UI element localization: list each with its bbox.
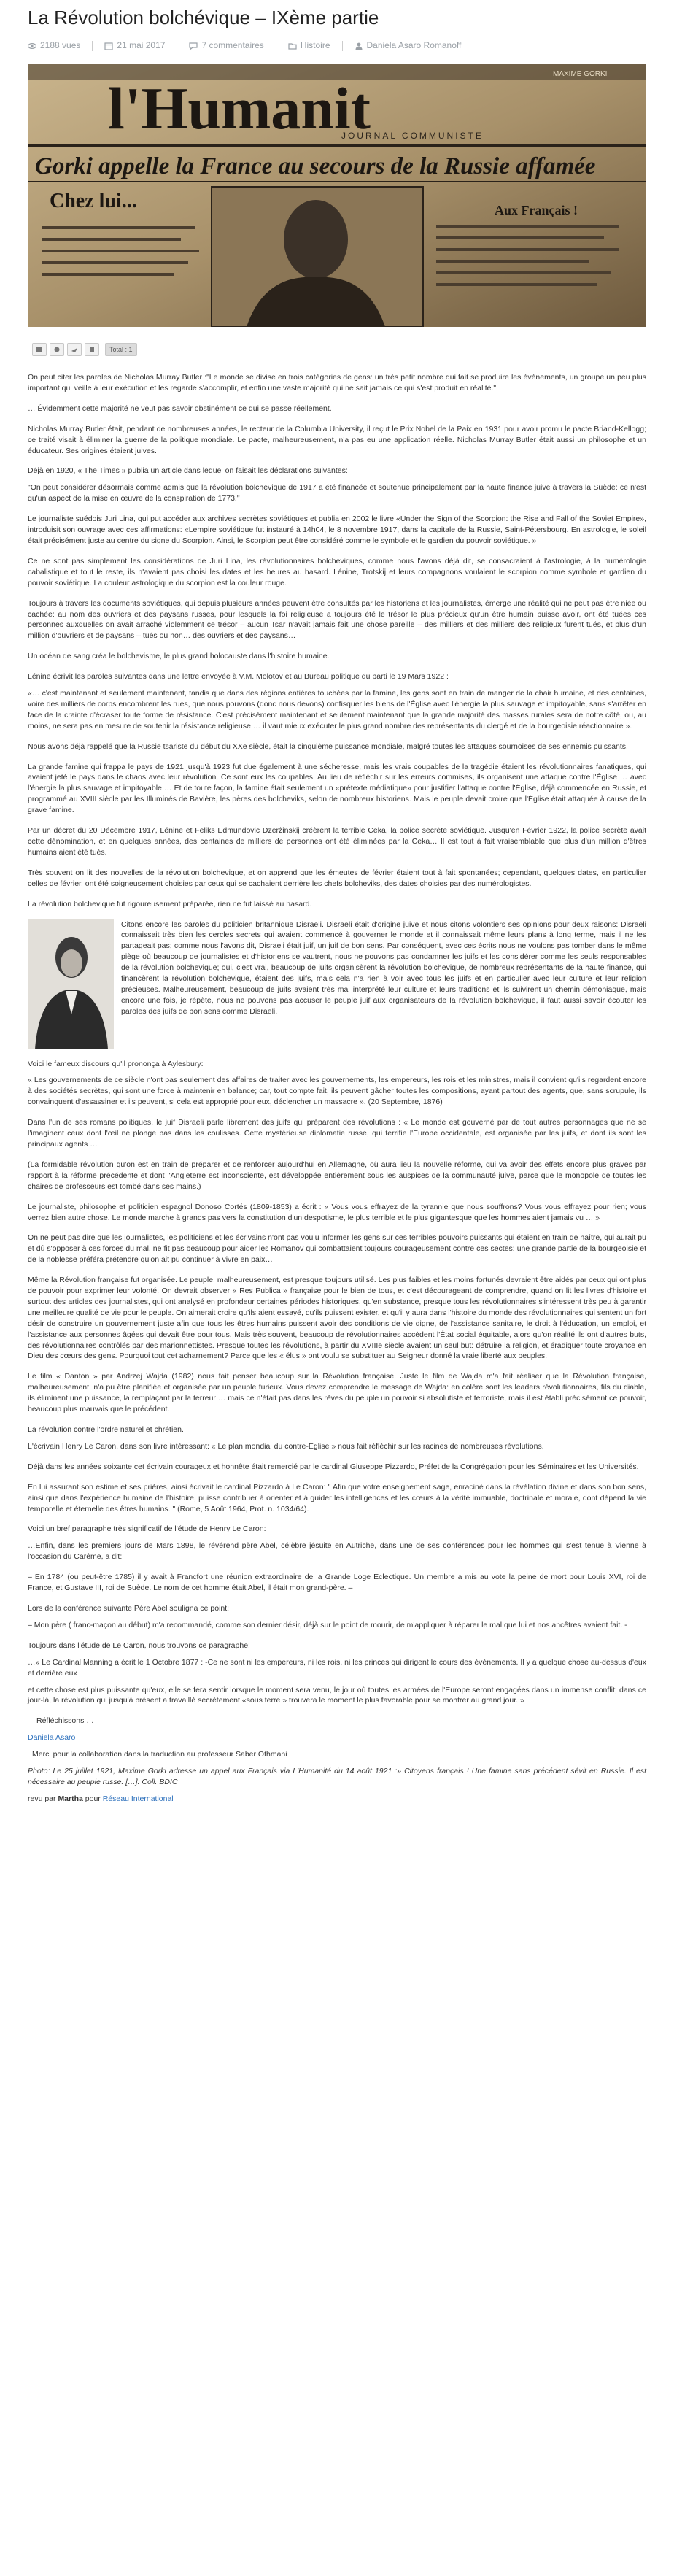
review-prefix: revu par [28, 1794, 58, 1803]
facebook-icon [36, 347, 42, 352]
article-paragraph: La révolution bolchevique fut rigoureusement préparée, rien ne fut laissé au hasard. [28, 899, 312, 909]
reviewer-name: Martha [58, 1794, 83, 1803]
article-paragraph: Le journaliste suédois Juri Lina, qui put accéder aux archives secrètes soviétiques et publia en 2002 le livre «Under the Sign of the Scorpion: the Rise and Fall of the Soviet Empire», introduisit son ouvrage avec ces affirmations: «Lempire soviétique fut instauré à 14h04, le 8 novembre 1917, dans la capitale de la Russie, Saint-Pétersbourg. En astrologie, le soleil était précisément juste au centre du signe du Scorpion. Ainsi, le Scorpion peut être considéré comme le symbole et le gardien du pouvoir soviétique. » [28, 514, 646, 545]
linkedin-share-button[interactable] [85, 343, 99, 356]
subhead-text: Chez lui... [50, 190, 137, 212]
article-paragraph: Toujours dans l'étude de Le Caron, nous trouvons ce paragraphe: [28, 1640, 250, 1650]
article-paragraph: Le journaliste, philosophe et politicien espagnol Donoso Cortés (1809-1853) a écrit : « Vous vous effrayez de la tyrannie que nous souffrons? Vous vous effrayez pour rien; vous verrez bien autre chose. Le monde marche à grands pas vers la constitution d'un despotisme, le plus terrible et le plus gigantesque que les hommes aient jamais vu … » [28, 1202, 646, 1222]
google-share-button[interactable] [50, 343, 64, 356]
article-paragraph: Dans l'un de ses romans politiques, le juif Disraeli parle librement des juifs qui préparent des révolutions : « Le monde est gouverné par de tout autres personnages que ne se l'imaginent ceux dont l'œil ne plonge pas dans les coulisses. Cette mystérieuse diplomatie russe, qui terrifie l'Europe occidentale, est organisée par les juifs, et dont ils sont les principaux agents … [28, 1118, 646, 1149]
article-paragraph: Voici le fameux discours qu'il prononça à Aylesbury: [28, 1059, 204, 1068]
disraeli-text: Citons encore les paroles du politicien britannique Disraeli. Disraeli était d'origine juive et nous citons volontiers ses opinions pour deux raisons: Disraeli connaissait très bien les cercles secrets qui avaient commencé à gouverner le monde et il connaissait même leurs plans à long terme, mais il ne les partageait pas; comme nous l'avons dit, Disraeli était juif, un juif de bon sens. Par conséquent, avec ces écrits nous ne voulons pas tomber dans le même piège où beaucoup de journalistes et d'historiens se vautrent, nous ne pouvons pas condamner les juifs et les considérer comme les seuls responsables de la révolution bolchevique; oui, c'est vrai, beaucoup de juifs organisèrent la révolution bolchevique, de nombreux représentants de la haute finance, qui financèrent la révolution bolchevique, étaient des juifs, mais cela n'a rien à voir avec tous les juifs et en particulier avec leur culture et leur religion précieuses. Malheureusement, beaucoup de juifs avaient très mal interprété leur culture et leurs traditions et ils suivirent un chemin démoniaque, mais encore une fois, je répète, nous ne pouvons pas accuser le peuple juif aux organisateurs de la révolution bolchevique, il faut aussi savoir écouter les paroles des juifs de bon sens comme Disraeli. [121, 919, 646, 1016]
article-paragraph: En lui assurant son estime et ses prières, ainsi écrivait le cardinal Pizzardo à Le Caron: " Afin que votre enseignement sage, enraciné dans la révélation divine et dans son bon sens, ainsi que dans l'expérience humaine de l'histoire, puisse contribuer à orienter et à guider les intelligences et les cœurs à la vérité immuable, doctrinale et morale, dont dépend la vie temporelle et éternelle des êtres humains. " (Rome, 5 Août 1964, Prot. n. 1034/64). [28, 1482, 646, 1513]
share-total: Total : 1 [105, 343, 137, 356]
article-paragraph: On peut citer les paroles de Nicholas Murray Butler :"Le monde se divise en trois catégories de gens: un très petit nombre qui fait se produire les événements, un groupe un peu plus important qui veille à leur exécution et les regarde s'accomplir, et enfin une vaste majorité qui ne sait jamais ce qui s'est produit en réalité." [28, 373, 646, 393]
article-paragraph: – En 1784 (ou peut-être 1785) il y avait à Francfort une réunion extraordinaire de la Grande Loge Eclectique. Un membre a mis au vote la peine de mort pour Louis XVI, roi de France, et Gustave III, roi de Suède. Le nom de cet homme était Abel, il était mon grand-père. – [28, 1573, 646, 1593]
category-meta[interactable] [288, 39, 330, 52]
category-link[interactable]: Histoire [300, 40, 330, 51]
article-paragraph: Très souvent on lit des nouvelles de la révolution bolchevique, et on apprend que les émeutes de février étaient tout à fait spontanées; cependant, quelques dates, en particulier celles de février, ont été soigneusement choisies par ceux qui se cachaient derrière les chefs bolcheviks, des dates choisies par des numérologistes. [28, 868, 646, 888]
article-body [28, 372, 646, 1805]
article-paragraph: Ce ne sont pas simplement les considérations de Juri Lina, les révolutionnaires bolcheviques, comme nous l'avons déjà dit, se consacraient à l'astrologie, à la numérologie cabalistique et tout le reste, ils n'avaient pas choisi les dates et les heures au hasard. Lénine, Trotskij et leurs compagnons voulaient le scorpion comme symbole et gardien du pouvoir soviétique. La couleur astrologique du scorpion est la couleur rouge. [28, 556, 646, 587]
article-meta [28, 34, 646, 58]
newspaper-photo [28, 64, 646, 327]
journal-label: JOURNAL COMMUNISTE [341, 131, 484, 141]
comments-meta[interactable] [189, 39, 263, 52]
google-plus-icon [54, 347, 60, 352]
article-paragraph: Réfléchissons … [36, 1716, 94, 1726]
side-label: Aux Français ! [495, 203, 578, 217]
article-paragraph: «… c'est maintenant et seulement maintenant, tandis que dans des régions entières touchées par la famine, les gens sont en train de manger de la chair humaine, et des centaines, voire des milliers de corps encombrent les rues, que nous pouvons (donc nous devons) confisquer les biens de l'Église avec l'énergie la plus sauvage et impitoyable, sans s'arrêter en face de la crainte d'écraser toute forme de résistance. C'est précisément maintenant et seulement maintenant que la grande majorité des masses rurales sera de notre côté, ou, au moins, ne sera pas en mesure de soutenir la résistance religieuse … il vaut mieux exécuter le plus grand nombre des représentants du clergé et de la bourgeoisie réactionnaire ». [28, 689, 646, 730]
facebook-share-button[interactable] [32, 343, 47, 356]
photo-caption: Photo: Le 25 juillet 1921, Maxime Gorki adresse un appel aux Français via L'Humanité du 14 août 1921 :» Citoyens français ! Une famine sans précédent sévit en Russie. Il est nécessaire au peuple russe. […]. Coll. BDIC [28, 1767, 646, 1786]
twitter-share-button[interactable] [67, 343, 82, 356]
article-paragraph: « Les gouvernements de ce siècle n'ont pas seulement des affaires de traiter avec les gouvernements, les empereurs, les rois et les ministres, mais il convient qu'ils regardent encore à des sociétés secrètes, qui sont une force à maintenir en balance; car, tout compte fait, ils peuvent gâcher toutes les compositions, ayant partout des agents, que, sans scrupule, ils convainquent d'assassiner et ils peuvent, si cela est approprié pour eux, déclencher un massacre ». (20 Septembre, 1876) [28, 1076, 646, 1107]
author-link[interactable]: Daniela Asaro Romanoff [366, 40, 462, 51]
translation-thanks: Merci pour la collaboration dans la traduction au professeur Saber Othmani [32, 1750, 287, 1759]
masthead-text: l'Humanit [108, 75, 371, 142]
comment-icon [189, 42, 198, 50]
article-paragraph: – Mon père ( franc-maçon au début) m'a recommandé, comme son dernier désir, déjà sur le point de mourir, de m'appliquer à réparer le mal que lui et nos ancêtres avaient fait. - [28, 1620, 627, 1630]
headline-text: Gorki appelle la France au secours de la Russie affamée [35, 153, 596, 180]
article-paragraph: L'écrivain Henry Le Caron, dans son livre intéressant: « Le plan mondial du contre-Eglise » nous fait réfléchir sur les racines de nombreuses révolutions. [28, 1441, 544, 1451]
article-paragraph: Par un décret du 20 Décembre 1917, Lénine et Feliks Edmundovic Dzerżinskij créèrent la terrible Ceka, la police secrète soviétique. Jusqu'en Février 1922, la police secrète avait cette dénomination, et en quelques années, des centaines de milliers de personnes ont été éliminées par la Ceka… Il est tout à fait vraisemblable que plus d'un million d'êtres humains aient été tués. [28, 826, 646, 857]
review-mid: pour [82, 1794, 103, 1803]
disraeli-section [28, 919, 646, 1049]
eye-icon [28, 42, 36, 50]
article-paragraph: "On peut considérer désormais comme admis que la révolution bolchevique de 1917 a été financée et soutenue principalement par la haute finance juive à travers la Suède: ce n'est qu'un aspect de la mise en œuvre de la conspiration de 1773." [28, 483, 646, 504]
views-meta [28, 39, 80, 52]
article-paragraph: (La formidable révolution qu'on est en train de préparer et de renforcer aujourd'hui en Allemagne, où aura lieu la nouvelle réforme, qui va avoir des effets encore plus graves par rapport à la réforme précédente et dont l'Angleterre est inconsciente, est développée entièrement sous les auspices de la communauté juive, parce que le monopole de toutes les chaires de professeurs est tombé dans ses mains.) [28, 1160, 646, 1191]
article-paragraph: On ne peut pas dire que les journalistes, les politiciens et les écrivains n'ont pas voulu informer les gens sur ces terribles pouvoirs puissants qui étaient en train de naître, qui aurait pu et dû s'opposer à ces forces du mal, ne fit pas beaucoup pour aider les Romanov qui combattaient toujours courageusement contre ces sectes: une grande partie de la bourgeoisie et de la noblesse préféra prétendre qu'on ait pu continuer à vivre en paix… [28, 1233, 646, 1265]
article-paragraph: Déjà dans les années soixante cet écrivain courageux et honnête était remercié par le cardinal Giuseppe Pizzardo, Préfet de la Congrégation pour les Séminaires et les Universités. [28, 1462, 639, 1471]
disraeli-portrait [28, 919, 114, 1049]
date-meta [104, 39, 165, 52]
article-paragraph: …» Le Cardinal Manning a écrit le 1 Octobre 1877 : -Ce ne sont ni les empereurs, ni les rois, ni les princes qui dirigent le cours des événements. Il y a quelque chose au-dessus d'eux et derrière eux [28, 1657, 646, 1678]
author-meta[interactable] [355, 39, 462, 52]
share-bar [28, 327, 646, 372]
article-paragraph: Lors de la conférence suivante Père Abel souligna ce point: [28, 1603, 230, 1613]
views-count: 2188 vues [40, 40, 81, 51]
article-paragraph: Nous avons déjà rappelé que la Russie tsariste du début du XXe siècle, était la cinquième puissance mondiale, malgré toutes les attaques sournoises de ses ennemis puissants. [28, 741, 628, 751]
user-icon [355, 42, 363, 50]
article-paragraph: …Enfin, dans les premiers jours de Mars 1898, le révérend père Abel, célèbre jésuite en Autriche, dans une de ses conférences pour les hommes qui s'est tenue à Vienne à l'occasion du Carême, a dit: [28, 1541, 646, 1562]
folder-icon [288, 42, 297, 50]
source-site-link[interactable]: Réseau International [102, 1794, 174, 1803]
author-signature-link[interactable]: Daniela Asaro [28, 1733, 76, 1743]
article-paragraph: Déjà en 1920, « The Times » publia un article dans lequel on faisait les déclarations suivantes: [28, 466, 348, 476]
page-title: La Révolution bolchévique – IXème partie [28, 7, 379, 28]
hero-image [28, 64, 646, 327]
twitter-icon [71, 347, 77, 352]
corner-caption: MAXIME GORKI [553, 70, 608, 78]
article-paragraph: Lénine écrivit les paroles suivantes dans une lettre envoyée à V.M. Molotov et au Bureau politique du parti le 19 Mars 1922 : [28, 672, 449, 682]
article-paragraph: et cette chose est plus puissante qu'eux, elle se fera sentir lorsque le moment sera venu, le jour où toutes les armées de l'Europe seront engagées dans un immense conflit; dans ce jour-là, la révolution qui jusqu'à présent a travaillé secrètement «sous terre » trouvera le moment le plus favorable pour se montrer au grand jour. » [28, 1685, 646, 1705]
article-paragraph: … Évidemment cette majorité ne veut pas savoir obstinément ce qui se passe réellement. [28, 404, 332, 413]
post-date: 21 mai 2017 [117, 40, 166, 51]
linkedin-icon [89, 347, 95, 352]
article-paragraph: Toujours à travers les documents soviétiques, qui depuis plusieurs années peuvent être consultés par les historiens et les journalistes, émerge une réalité qui ne peut pas être niée ou cachée: au nom des ouvriers et des paysans russes, pour lesquels la foi religieuse a toujours été le trésor le plus précieux qu'un être humain puisse avoir, ont été tuées ces personnes auxquelles on avait arraché violemment ce trésor – aucun Tsar n'avait jamais fait une chose pareille – des milliers et des milliers des religieux furent tués, et plus d'un million d'ouvriers et de paysans – tués ou non… des ouvriers et des paysans… [28, 598, 646, 641]
article-paragraph: Un océan de sang créa le bolchevisme, le plus grand holocauste dans l'histoire humaine. [28, 652, 330, 661]
article-paragraph: Voici un bref paragraphe très significatif de l'étude de Henry Le Caron: [28, 1524, 266, 1534]
comments-link[interactable]: 7 commentaires [201, 40, 264, 51]
article-paragraph: Même la Révolution française fut organisée. Le peuple, malheureusement, est presque toujours utilisé. Les plus faibles et les moins fortunés devraient être aidés par ceux qui ont plus de pouvoir pour exprimer leur volonté. On devrait observer « Res Publica » française pour le bien de tous, et c'est décourageant de comprendre, quand on lit les livres d'histoire et surtout des articles des journalistes, qui ont analysé en profondeur certaines périodes historiques, qu'en substance, presque tous les révolutionnaires s'intéressent très peu à garantir une meilleure qualité de vie pour le peuple. On aimerait croire qu'ils aient essayé, qu'ils puissent exister, et qu'il y aura dans l'histoire du monde des révolutionnaires qui sentent un fort désir de construire un gouvernement juste afin que tous les êtres humains puissent avoir des conditions de vie digne, de l'assistance sanitaire, le droit à l'éducation, un emploi, et l'assistance aux personnes âgées qui devait être pour tous. Mais très souvent, beaucoup de révolutionnaires accèdent l'État social équitable, alors qu'on réalité ils ont d'autres buts, des révolutionnaires contrôlés par des marionnettistes. Presque toutes les révolutions, à partir du XVIIIe siècle avaient un seul but: détruire la religion, et éradiquer toute croyance en Dieu des cœurs des gens. Pourquoi tout cet acharnement? Parce que les « élus » ont voulu se substituer au Seigneur donné la vraie liberté aux peuples. [28, 1276, 646, 1361]
meta-divider [342, 41, 343, 51]
article-paragraph: La révolution contre l'ordre naturel et chrétien. [28, 1425, 184, 1434]
review-credit [28, 1794, 646, 1805]
article-paragraph: Le film « Danton » par Andrzej Wajda (1982) nous fait penser beaucoup sur la Révolution française. Juste le film de Wajda m'a fait réaliser que la Révolution française, malheureusement, n'a pu être planifiée et organisée par un peuple furieux. Vous devez comprendre le message de Wajda: en colère sont les leaders révolutionnaires, fils du diable, ils éliminent une puissance, la remplaçant par la terreur … mais ce n'était pas dans les rêves du peuple un pouvoir si absolutiste et terroriste, mais il est établi précisément ce pouvoir, beaucoup plus mauvais que le précédent. [28, 1372, 646, 1414]
article-paragraph: La grande famine qui frappa le pays de 1921 jusqu'à 1923 fut due également à une sécheresse, mais les vrais coupables de la tragédie étaient les révolutionnaires fanatiques, qui avaient jeté le pays dans le chaos avec leur révolution. Ce sont eux les coupables. Au lieu de réfléchir sur les erreurs commises, ils organisent une attaque contre l'Église … avec l'énergie la plus sauvage et impitoyable … Et de toute façon, la famine était seulement un «prétexte médiatique» pour justifier l'attaque contre l'Église, déjà commencée en Russie, et programmé au XVIII siècle par les Illuminés de Bavière, les pères des bolcheviks, selon de nombreux historiens. Mais le peuple devait croire que l'Église était attaquée à cause de la grave famine. [28, 762, 646, 815]
calendar-icon [104, 42, 113, 50]
meta-divider [92, 41, 93, 51]
article-paragraph: Nicholas Murray Butler était, pendant de nombreuses années, le recteur de la Columbia University, il reçut le Prix Nobel de la Paix en 1931 pour avoir promu le pacte Briand-Kellogg; ce traité visait à éliminer la guerre de la politique mondiale. Le pacte, malheureusement, n'a pas eu une application réelle. Nicholas Murray Butler était aussi un philosophe et un éducateur. Ses origines étaient juives. [28, 424, 646, 455]
